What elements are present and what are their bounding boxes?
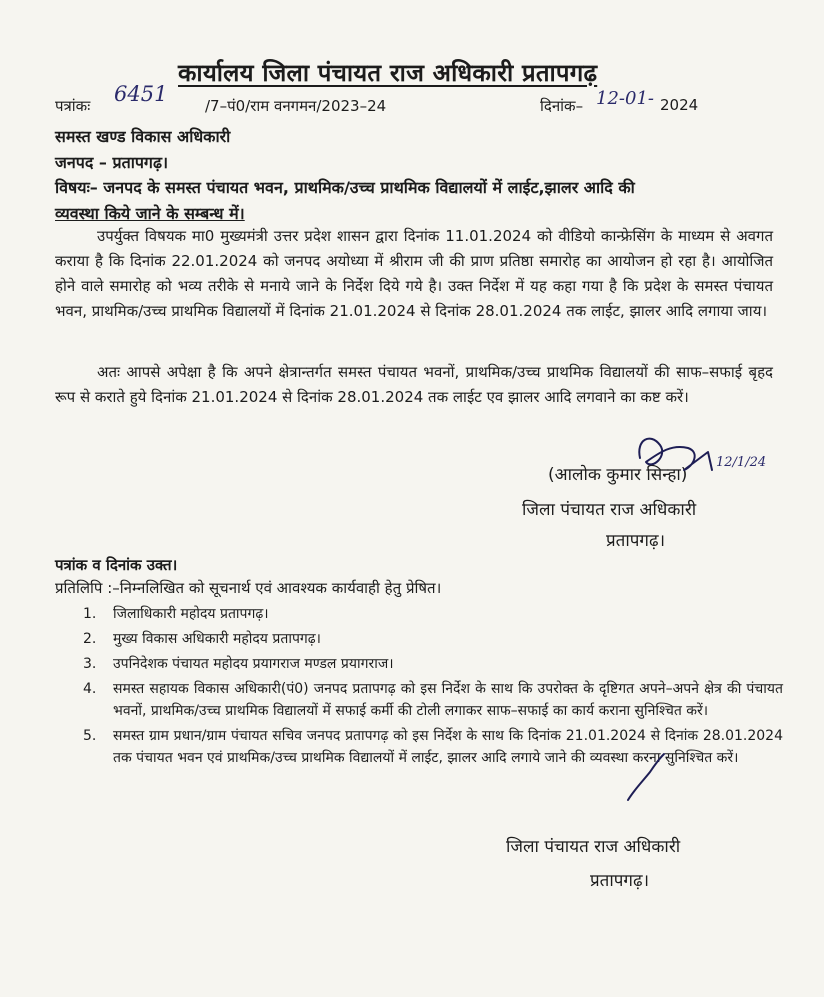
subject-label: विषयः– bbox=[55, 178, 98, 197]
copy-item: 1. जिलाधिकारी महोदय प्रतापगढ़। bbox=[83, 606, 269, 622]
main-signature-icon bbox=[639, 439, 712, 470]
signatory-name: (आलोक कुमार सिन्हा) bbox=[548, 465, 688, 485]
signatory-designation: जिला पंचायत राज अधिकारी bbox=[522, 500, 697, 520]
subject-line-1: जनपद के समस्त पंचायत भवन, प्राथमिक/उच्च प्राथमिक विद्यालयों में लाईट,झालर आदि की bbox=[97, 178, 635, 197]
handwritten-date: 12-01- bbox=[596, 88, 654, 109]
office-title: कार्यालय जिला पंचायत राज अधिकारी प्रतापगढ़ bbox=[178, 59, 598, 87]
signature-scribble-date: 12/1/24 bbox=[716, 455, 767, 470]
copy-signatory-designation: जिला पंचायत राज अधिकारी bbox=[506, 837, 681, 857]
body-paragraph-2: अतः आपसे अपेक्षा है कि अपने क्षेत्रान्तर्गत समस्त पंचायत भवनों, प्राथमिक/उच्च प्राथमिक विद्यालयों की साफ–सफाई बृहद रूप से कराते हुये दिनांक 21.01.2024 से दिनांक 28.01.2024 तक लाईट एव झालर आदि लगवाने का कष्ट करें। bbox=[55, 363, 773, 406]
subject-line-2: व्यवस्था किये जाने के सम्बन्ध में। bbox=[55, 204, 245, 223]
copy-item: 4. समस्त सहायक विकास अधिकारी(पं0) जनपद प्रतापगढ़ को इस निर्देश के साथ कि उपरोक्त के दृष्टिगत अपने–अपने क्षेत्र की पंचायत भवनों, प्राथमिक/उच्च प्राथमिक विद्यालयों में सफाई कर्मी की टोली लगाकर साफ–सफाई का कार्य कराना सुनिश्चित करें। bbox=[83, 681, 783, 719]
date-year: 2024 bbox=[660, 96, 699, 114]
copy-item: 3. उपनिदेशक पंचायत महोदय प्रयागराज मण्डल प्रयागराज। bbox=[83, 656, 394, 672]
addressee-line-1: समस्त खण्ड विकास अधिकारी bbox=[55, 127, 231, 146]
copy-intro: प्रतिलिपि :–निम्नलिखित को सूचनार्थ एवं आवश्यक कार्यवाही हेतु प्रेषित। bbox=[55, 579, 442, 597]
handwritten-letter-number: 6451 bbox=[114, 82, 168, 106]
date-label: दिनांक– bbox=[540, 97, 584, 115]
copy-signature-icon bbox=[628, 754, 664, 800]
file-number: /7–पं0/राम वनगमन/2023–24 bbox=[205, 97, 387, 115]
copy-item: 2. मुख्य विकास अधिकारी महोदय प्रतापगढ़। bbox=[83, 631, 321, 647]
body-paragraph-1: उपर्युक्त विषयक मा0 मुख्यमंत्री उत्तर प्रदेश शासन द्वारा दिनांक 11.01.2024 को वीडियो कान्फ्रेसिंग के माध्यम से अवगत कराया है कि दिनांक 22.01.2024 को जनपद अयोध्या में श्रीराम जी की प्राण प्रतिष्ठा समारोह का आयोजन हो रहा है। आयोजित होने वाले समारोह को भव्य तरीके से मनाये जाने के निर्देश दिये गये है। उक्त निर्देश में यह कहा गया है कि प्रदेश के समस्त पंचायत भवन, प्राथमिक/उच्च प्राथमिक विद्यालयों में दिनांक 21.01.2024 से दिनांक 28.01.2024 तक लाईट, झालर आदि लगाया जाय। bbox=[55, 227, 773, 320]
copy-signatory-place: प्रतापगढ़। bbox=[590, 871, 650, 891]
addressee-line-2: जनपद – प्रतापगढ़। bbox=[55, 153, 169, 172]
copy-item: 5. समस्त ग्राम प्रधान/ग्राम पंचायत सचिव जनपद प्रतापगढ़ को इस निर्देश के साथ कि दिनांक 21.01.2024 से दिनांक 28.01.2024 तक पंचायत भवन एवं प्राथमिक/उच्च प्राथमिक विद्यालयों में लाईट, झालर आदि लगाये जाने की व्यवस्था करना सुनिश्चित करें। bbox=[83, 728, 783, 766]
signatory-place: प्रतापगढ़। bbox=[606, 531, 666, 551]
copy-reference-line: पत्रांक व दिनांक उक्त। bbox=[55, 556, 178, 574]
ref-label: पत्रांकः bbox=[55, 97, 91, 115]
